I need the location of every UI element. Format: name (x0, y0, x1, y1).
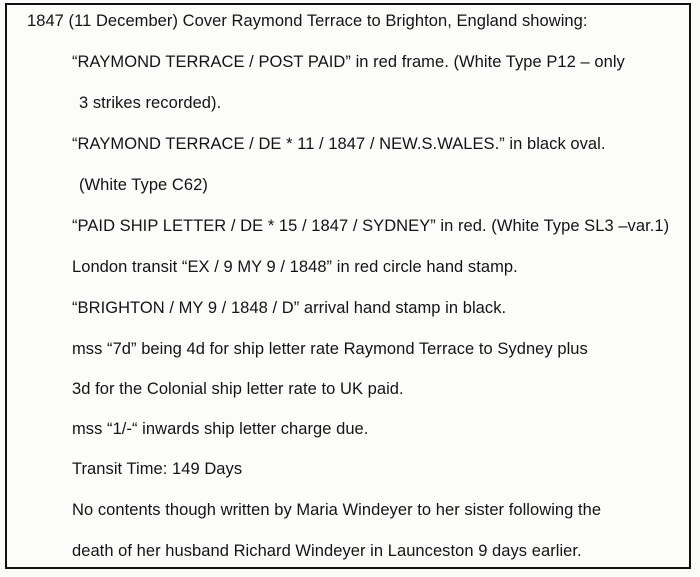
contents-note-line-2: death of her husband Richard Windeyer in Launceston 9 days earlier. (72, 542, 582, 560)
charge-due-line: mss “1/-“ inwards ship letter charge due. (72, 420, 369, 438)
ship-letter-stamp-line: “PAID SHIP LETTER / DE * 15 / 1847 / SYDNEY” in red. (White Type SL3 –var.1) (72, 217, 670, 235)
post-paid-stamp-line: “RAYMOND TERRACE / POST PAID” in red frame. (White Type P12 – only (72, 53, 625, 71)
brighton-arrival-line: “BRIGHTON / MY 9 / 1848 / D” arrival hand stamp in black. (72, 299, 507, 317)
transit-time-line: Transit Time: 149 Days (72, 460, 243, 478)
post-paid-stamp-note: 3 strikes recorded). (79, 94, 222, 112)
london-transit-line: London transit “EX / 9 MY 9 / 1848” in red circle hand stamp. (72, 258, 518, 276)
oval-datestamp-line: “RAYMOND TERRACE / DE * 11 / 1847 / NEW.S.WALES.” in black oval. (72, 135, 606, 153)
document-border (5, 3, 691, 569)
oval-datestamp-type: (White Type C62) (79, 176, 208, 194)
postage-rate-line-2: 3d for the Colonial ship letter rate to UK paid. (72, 380, 404, 398)
contents-note-line: No contents though written by Maria Windeyer to her sister following the (72, 501, 602, 519)
postage-rate-line: mss “7d” being 4d for ship letter rate Raymond Terrace to Sydney plus (72, 340, 588, 358)
cover-heading: 1847 (11 December) Cover Raymond Terrace to Brighton, England showing: (27, 12, 588, 30)
